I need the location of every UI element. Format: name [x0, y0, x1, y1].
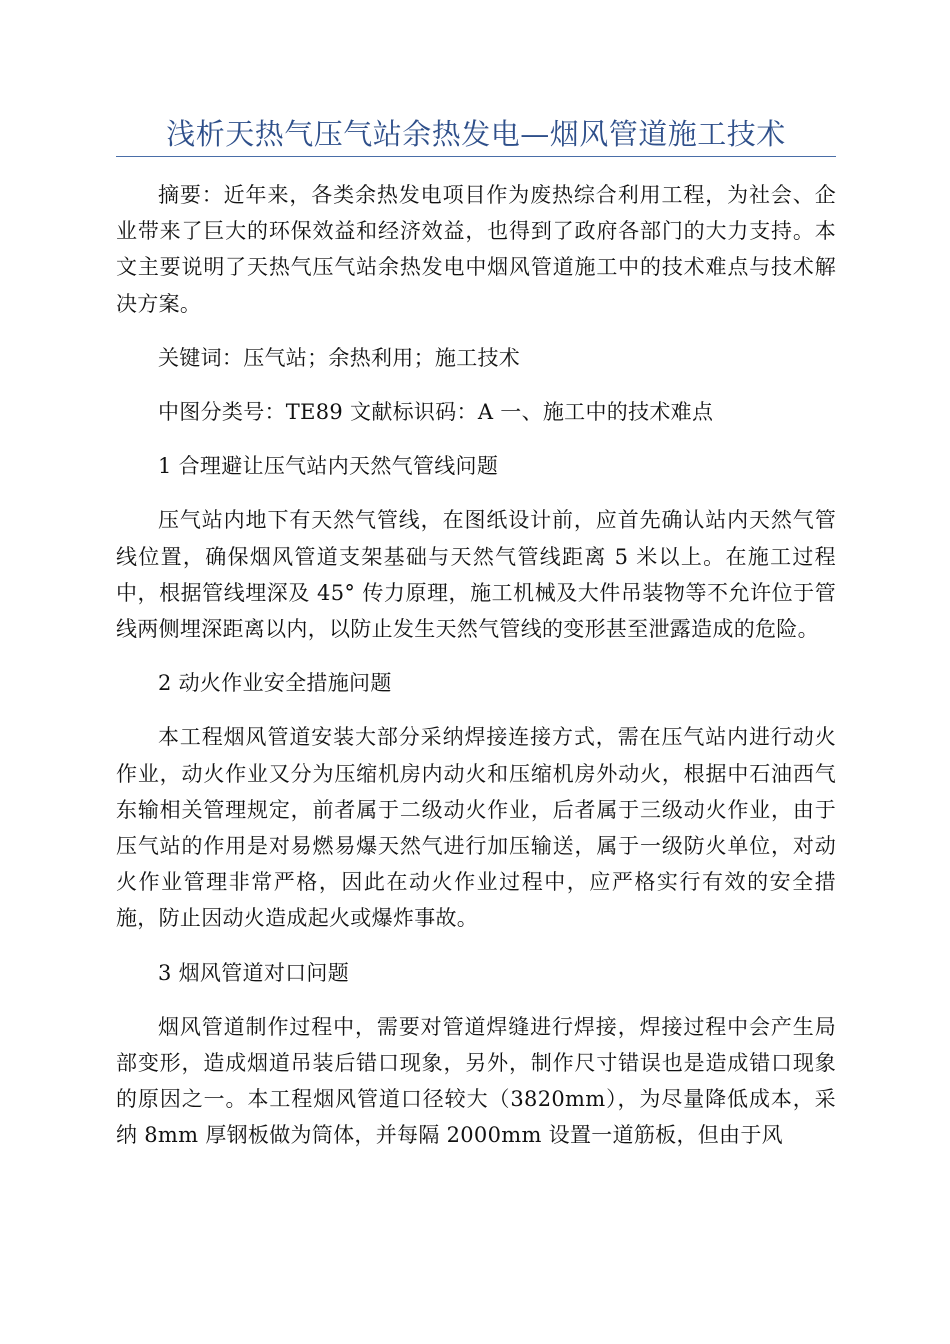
abstract-paragraph: 摘要：近年来，各类余热发电项目作为废热综合利用工程，为社会、企业带来了巨大的环保效益和经济效益，也得到了政府各部门的大力支持。本文主要说明了天热气压气站余热发电中烟风管道施工中的技术难点与技术解决方案。	[116, 183, 836, 316]
title-underline	[116, 156, 836, 157]
document-body	[116, 177, 836, 1154]
body-paragraph-3: 烟风管道制作过程中，需要对管道焊缝进行焊接，焊接过程中会产生局部变形，造成烟道吊装后错口现象，另外，制作尺寸错误也是造成错口现象的原因之一。本工程烟风管道口径较大（3820mm），为尽量降低成本，采纳 8mm 厚钢板做为筒体，并每隔 2000mm 设置一道筋板，但由于风	[116, 1014, 836, 1148]
document-title: 浅析天热气压气站余热发电—烟风管道施工技术	[166, 117, 786, 151]
section-heading-3: 3 烟风管道对口问题	[158, 960, 350, 985]
classification-paragraph: 中图分类号：TE89 文献标识码：A 一、施工中的技术难点	[158, 400, 714, 425]
section-heading-2: 2 动火作业安全措施问题	[158, 671, 392, 696]
document-page	[116, 0, 836, 1154]
body-paragraph-1: 压气站内地下有天然气管线，在图纸设计前，应首先确认站内天然气管线位置，确保烟风管道支架基础与天然气管线距离 5 米以上。在施工过程中，根据管线埋深及 45° 传力原理，施工机械及大件吊装物等不允许位于管线两侧埋深距离以内，以防止发生天然气管线的变形甚至泄露造成的危险。	[116, 508, 836, 642]
section-heading-1: 1 合理避让压气站内天然气管线问题	[158, 454, 499, 479]
keywords-paragraph: 关键词：压气站；余热利用；施工技术	[158, 345, 521, 370]
body-paragraph-2: 本工程烟风管道安装大部分采纳焊接连接方式，需在压气站内进行动火作业，动火作业又分为压缩机房内动火和压缩机房外动火，根据中石油西气东输相关管理规定，前者属于二级动火作业，后者属于三级动火作业，由于压气站的作用是对易燃易爆天然气进行加压输送，属于一级防火单位，对动火作业管理非常严格，因此在动火作业过程中，应严格实行有效的安全措施，防止因动火造成起火或爆炸事故。	[116, 725, 836, 931]
